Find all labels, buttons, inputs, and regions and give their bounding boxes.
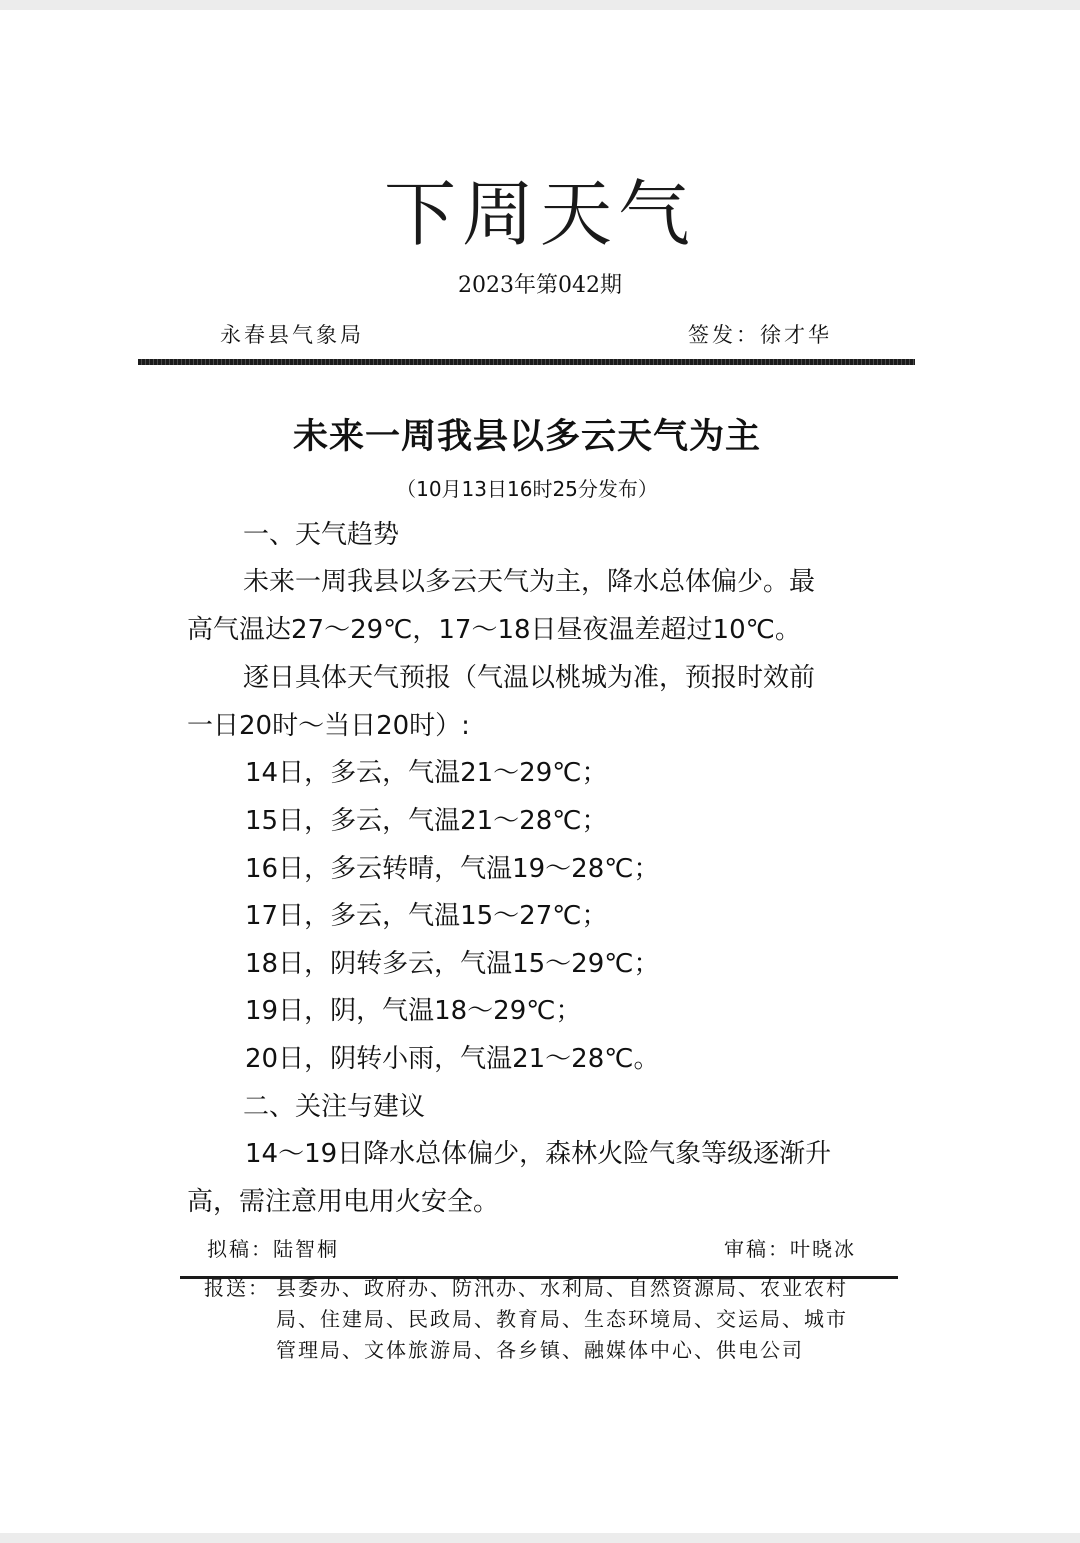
- section-heading-advice: 二、关注与建议: [243, 1092, 426, 1122]
- advice-line: 高，需注意用电用火安全。: [187, 1187, 500, 1217]
- forecast-day: 19日，阴，气温18～29℃；: [245, 996, 582, 1026]
- forecast-day: 15日，多云，气温21～28℃；: [245, 806, 608, 836]
- recipients-line: 局、住建局、民政局、教育局、生态环境局、交运局、城市: [276, 1307, 848, 1331]
- drafter: 拟稿：陆智桐: [207, 1237, 339, 1261]
- signer: 签发：徐才华: [688, 323, 832, 347]
- document-page: [0, 10, 1080, 1533]
- daily-intro-line: 一日20时～当日20时）:: [187, 711, 470, 741]
- recipients-line: 县委办、政府办、防汛办、水利局、自然资源局、农业农村: [276, 1276, 848, 1300]
- issue-number: 2023年第042期: [458, 273, 622, 298]
- forecast-day: 20日，阴转小雨，气温21～28℃。: [245, 1044, 660, 1074]
- advice-line: 14～19日降水总体偏少，森林火险气象等级逐渐升: [245, 1139, 832, 1169]
- document-title: 下周天气: [383, 172, 696, 256]
- issuing-agency: 永春县气象局: [220, 323, 364, 347]
- trend-paragraph-line: 高气温达27～29℃，17～18日昼夜温差超过10℃。: [187, 615, 801, 645]
- reviewer: 审稿：叶晓冰: [724, 1237, 856, 1261]
- recipients-label: 报送：: [204, 1276, 270, 1300]
- header-divider: [138, 359, 915, 365]
- release-time: （10月13日16时25分发布）: [396, 477, 658, 501]
- section-heading-trend: 一、天气趋势: [243, 520, 400, 550]
- daily-intro-line: 逐日具体天气预报（气温以桃城为准，预报时效前: [243, 663, 816, 693]
- forecast-day: 16日，多云转晴，气温19～28℃；: [245, 854, 660, 884]
- forecast-day: 17日，多云，气温15～27℃；: [245, 901, 608, 931]
- recipients-line: 管理局、文体旅游局、各乡镇、融媒体中心、供电公司: [276, 1338, 804, 1362]
- trend-paragraph-line: 未来一周我县以多云天气为主，降水总体偏少。最: [243, 567, 816, 597]
- headline: 未来一周我县以多云天气为主: [292, 417, 761, 457]
- forecast-day: 14日，多云，气温21～29℃；: [245, 758, 608, 788]
- forecast-day: 18日，阴转多云，气温15～29℃；: [245, 949, 660, 979]
